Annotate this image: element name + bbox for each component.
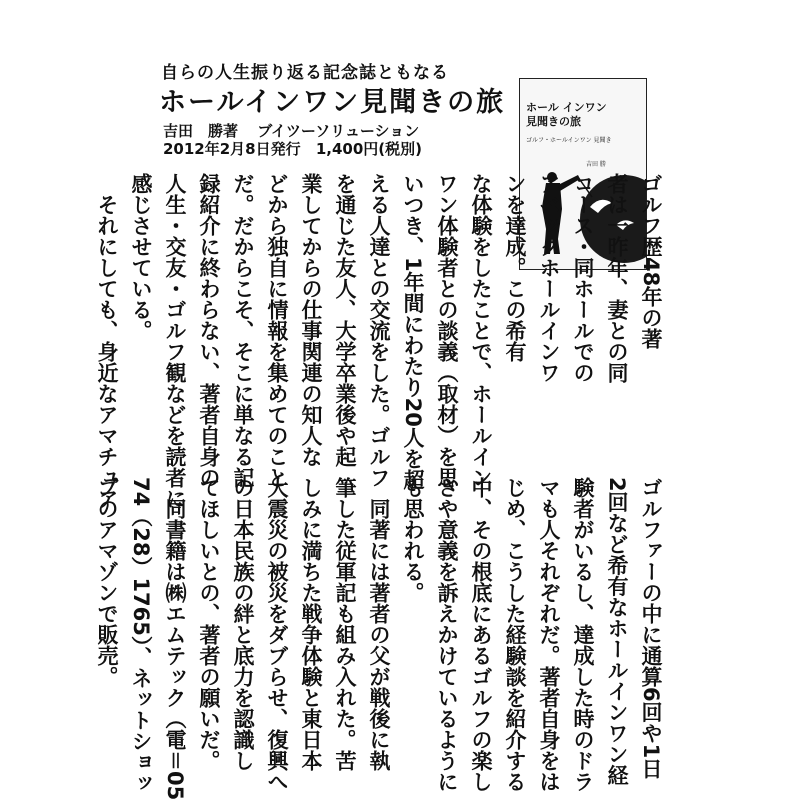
body-upper-col-11: 業してからの仕事関連の知人な — [299, 173, 323, 467]
body-upper-col-9: える人達との交流をした。ゴルフ — [367, 173, 391, 488]
body-upper-col-1: ゴルフ歴48年の著 — [639, 173, 663, 350]
body-lower-col-5: じめ、こうした経験談を紹介する — [503, 477, 527, 792]
article-title: ホールインワン見聞きの旅 — [159, 87, 506, 118]
body-upper-col-15: 人生・交友・ゴルフ観などを読者に — [163, 173, 187, 509]
body-lower-col-12: 大震災の被災をダブらせ、復興へ — [265, 477, 289, 792]
cover-title-line2: 見聞きの旅 — [526, 115, 581, 128]
article-subtitle: 自らの人生振り返る記念誌ともなる — [161, 63, 449, 83]
book-price: 1,400円(税別) — [315, 140, 423, 158]
body-upper-col-16: 感じさせている。 — [129, 173, 153, 341]
body-lower-col-13: の日本民族の絆と底力を認識し — [231, 477, 255, 771]
body-upper-col-6: な体験をしたことで、ホールイン — [469, 173, 493, 488]
body-lower-col-9: 同著には著者の父が戦後に執 — [367, 477, 391, 771]
cover-subtitle: ゴルフ・ホールインワン 見聞き — [526, 137, 612, 144]
body-lower-col-3: 験者がいるし、達成した時のドラ — [571, 477, 595, 792]
body-lower-col-11: しみに満ちた戦争体験と東日本 — [299, 477, 323, 771]
body-upper-col-17: それにしても、身近なアマチュア — [95, 173, 119, 509]
cover-title-line1: ホール インワン — [526, 101, 607, 114]
body-upper-col-10: を通じた友人、大学卒業後や起 — [333, 173, 357, 467]
body-lower-col-17: プのアマゾンで販売。 — [95, 477, 119, 687]
body-upper-col-2: 者は一昨年、妻との同 — [605, 173, 629, 383]
publication-date: 2012年2月8日発行 — [163, 140, 301, 158]
publication-line — [163, 138, 432, 159]
body-upper-col-14: 録紹介に終わらない、著者自身の — [197, 173, 221, 488]
body-upper-col-12: どから独自に情報を集めてのこと — [265, 173, 289, 488]
body-lower-col-16: 74（28）1765）、ネットショッ — [129, 477, 153, 794]
body-lower-col-7: さや意義を訴えかけているように — [435, 477, 459, 792]
body-lower-col-15: 同書籍は㈱エムテック（電＝05 — [163, 477, 187, 800]
body-upper-col-3: コース・同ホールでの — [571, 173, 595, 383]
body-upper-col-13: だ。だからこそ、そこに単なる記 — [231, 173, 255, 488]
body-lower-col-1: ゴルファーの中に通算6回や1日 — [639, 477, 663, 780]
body-lower-col-10: 筆した従軍記も組み入れた。苦 — [333, 477, 357, 771]
cover-author: 吉田 勝 — [586, 161, 606, 168]
body-upper-col-8: いつき、1年間にわたり20人を超 — [401, 173, 425, 490]
body-upper-col-7: ワン体験者との談義（取材）を思 — [435, 173, 459, 488]
publisher-name: ブイツーソリューション — [257, 122, 420, 140]
body-lower-col-6: 中、その根底にあるゴルフの楽し — [469, 477, 493, 792]
author-name: 吉田 勝著 — [163, 122, 239, 140]
body-lower-col-4: マも人それぞれだ。著者自身をは — [537, 477, 561, 792]
body-upper-col-5: ンを達成。この希有 — [503, 173, 527, 362]
body-lower-col-14: てほしいとの、著者の願いだ。 — [197, 477, 221, 771]
body-lower-col-8: も思われる。 — [401, 477, 425, 603]
body-lower-col-2: 2回など希有なホールインワン経 — [605, 477, 629, 786]
body-upper-col-4: アベックホールインワ — [537, 173, 561, 383]
